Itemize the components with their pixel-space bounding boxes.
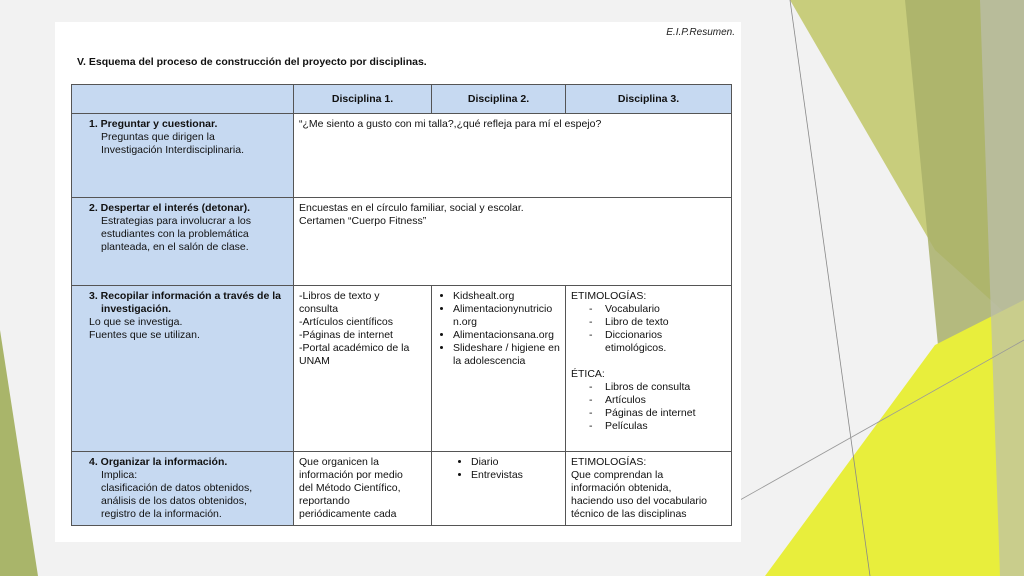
content-line: del Método Científico, [299,482,401,494]
header-disciplina-1: Disciplina 1. [294,85,432,114]
stage-desc-line: estudiantes con la problemática [101,228,249,240]
stage-desc-line: clasificación de datos obtenidos, [101,482,253,494]
list-item: - Libros de consulta [605,381,726,394]
row3-disciplina-1 [294,286,432,452]
list-item: -Portal académico de la [299,342,410,354]
list-item: - Artículos [605,394,726,407]
header-blank-cell [72,85,294,114]
row2-content [294,198,732,286]
header-disciplina-2: Disciplina 2. [432,85,566,114]
content-line: técnico de las disciplinas [571,508,687,520]
stage-desc-line: planteada, en el salón de clase. [101,241,249,253]
row4-disciplina-2 [432,452,566,526]
content-line: Que organicen la [299,456,379,468]
list-item: -Libros de texto y [299,290,380,302]
list-item: -Artículos científicos [299,316,393,328]
stage-desc-line: Estrategias para involucrar a los [101,215,251,227]
list-item: • Alimentacionsana.org [453,329,560,342]
table-header-row [72,85,732,114]
section-title: V. Esquema del proceso de construcción del proyecto por disciplinas. [77,56,427,68]
header-tag: E.I.P.Resumen. [666,27,735,38]
subheading: ETIMOLOGÍAS: [571,290,647,302]
bullet-list [437,456,560,482]
stage-desc-line: Implica: [101,469,138,481]
bullet-list [437,290,560,368]
row1-content: “¿Me siento a gusto con mi talla?,¿qué refleja para mí el espejo? [294,114,732,198]
content-line: información por medio [299,469,403,481]
list-item: - Diccionarios etimológicos. [605,329,726,355]
list-item: • Slideshare / higiene en la adolescencia [453,342,560,368]
row4-disciplina-1 [294,452,432,526]
list-item: consulta [299,303,339,315]
subheading: ÉTICA: [571,368,605,380]
list-item: - Vocabulario [605,303,726,316]
list-item: • Alimentacionynutricion.org [453,303,560,329]
list-item: • Kidshealt.org [453,290,560,303]
stage-cell-3 [72,286,294,452]
content-line: ETIMOLOGÍAS: [571,456,647,468]
content-line: Encuestas en el círculo familiar, social y escolar. [299,202,524,214]
row4-disciplina-3 [566,452,732,526]
stage-title: 4. Organizar la información. [89,456,228,468]
content-line: periódicamente cada [299,508,397,520]
table-row [72,452,732,526]
stage-cell-1 [72,114,294,198]
table-row [72,114,732,198]
row3-disciplina-3 [566,286,732,452]
stage-desc-line: registro de la información. [101,508,222,520]
content-line: reportando [299,495,350,507]
table-row [72,286,732,452]
list-item: - Películas [605,420,726,433]
content-line: información obtenida, [571,482,672,494]
yellow-shape [765,300,1024,576]
dash-list [571,381,726,433]
stage-title: 3. Recopilar información a través de la [89,290,281,302]
stage-desc-line: Investigación Interdisciplinaria. [101,144,244,156]
stage-desc-line: Lo que se investiga. [89,316,183,328]
content-line: Que comprendan la [571,469,664,481]
stage-desc-line: Preguntas que dirigen la [101,131,215,143]
stage-cell-4 [72,452,294,526]
schema-table [71,84,732,526]
table-row [72,198,732,286]
row3-disciplina-2 [432,286,566,452]
stage-title-cont: investigación. [101,303,172,315]
list-item: - Páginas de internet [605,407,726,420]
list-item: - Libro de texto [605,316,726,329]
content-line: haciendo uso del vocabulario [571,495,708,507]
olive-shape-left [0,330,38,576]
header-disciplina-3: Disciplina 3. [566,85,732,114]
stage-desc-line: Fuentes que se utilizan. [89,329,200,341]
stage-cell-2 [72,198,294,286]
list-item: -Páginas de internet [299,329,393,341]
stage-title: 2. Despertar el interés (detonar). [89,202,251,214]
list-item: • Diario [471,456,560,469]
stage-title: 1. Preguntar y cuestionar. [89,118,218,130]
dash-list [571,303,726,355]
document-page [55,22,741,542]
list-item: UNAM [299,355,330,367]
stage-desc-line: análisis de los datos obtenidos, [101,495,247,507]
list-item: • Entrevistas [471,469,560,482]
content-line: Certamen “Cuerpo Fitness” [299,215,427,227]
